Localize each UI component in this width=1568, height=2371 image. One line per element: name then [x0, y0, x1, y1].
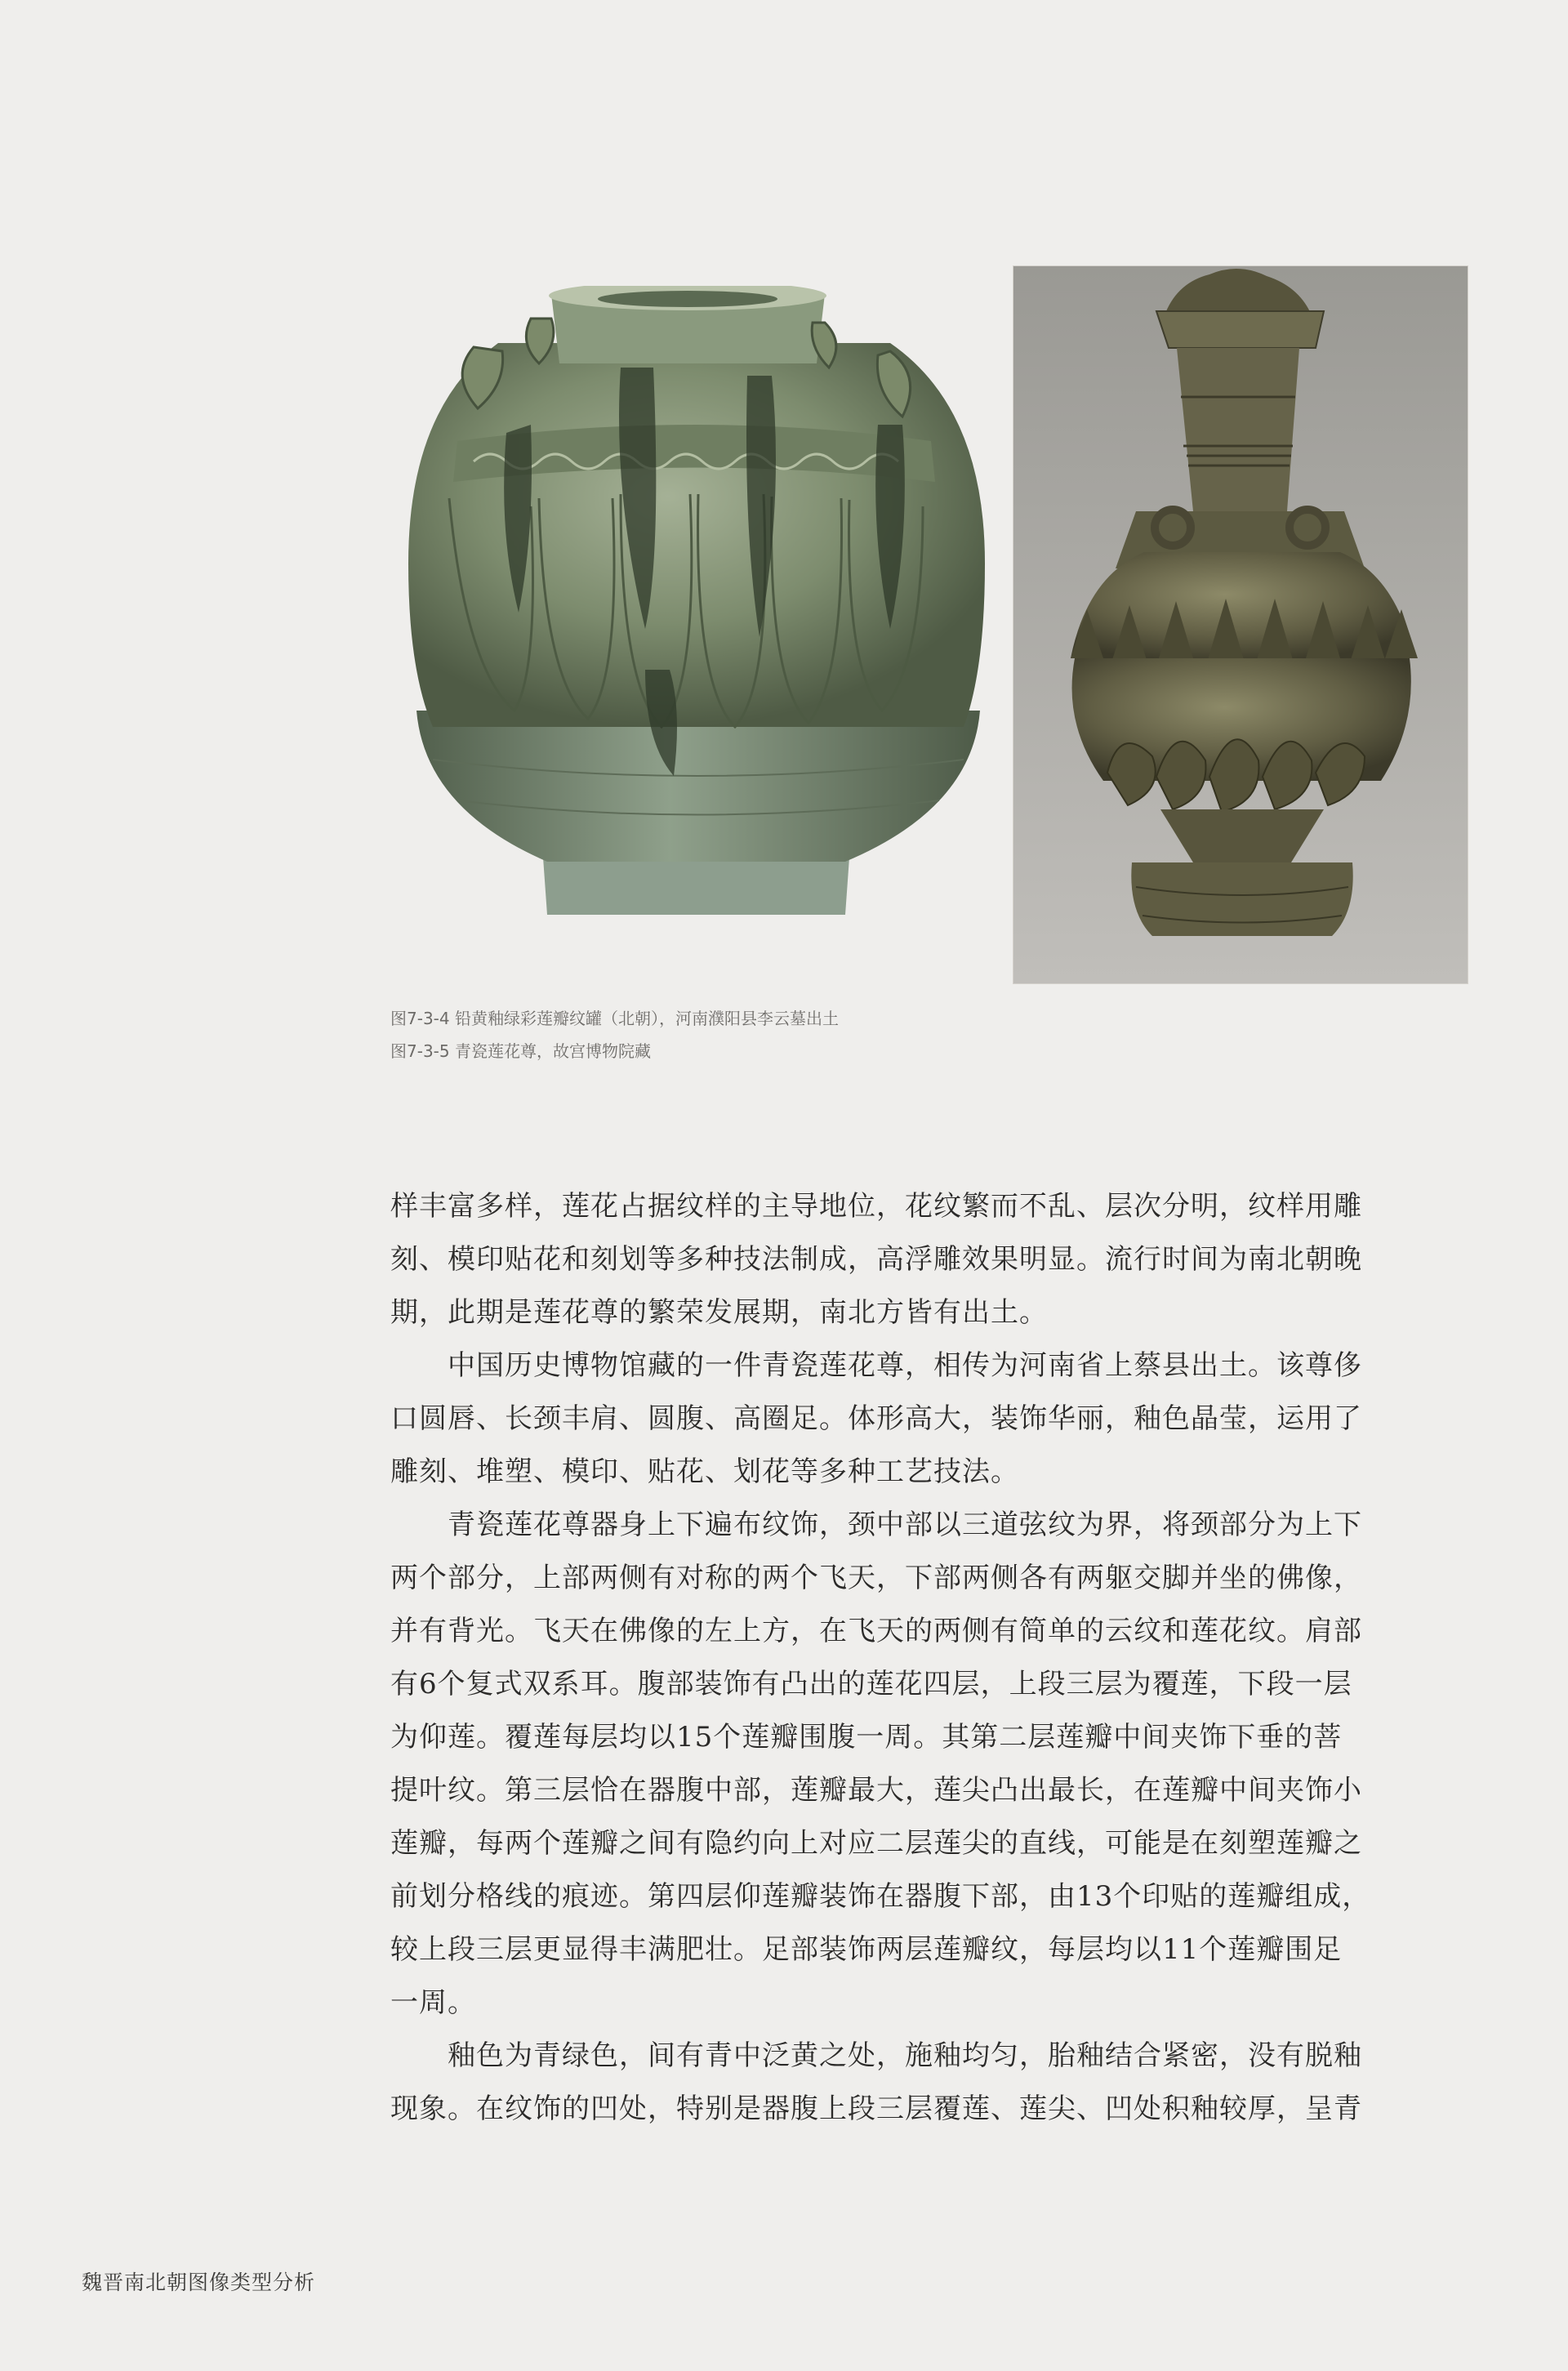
jar-photo: [400, 286, 993, 956]
figure-caption-lotus-zun: 图7-3-5 青瓷莲花尊，故宫博物院藏: [390, 1041, 651, 1061]
paragraph: 样丰富多样，莲花占据纹样的主导地位，花纹繁而不乱、层次分明，纹样用雕 刻、模印贴花和刻划等多种技法制成，高浮雕效果明显。流行时间为南北朝晚 期，此期是莲花尊的繁荣发展期，南北方皆有出土。: [390, 1190, 1362, 1329]
paragraph: 中国历史博物馆藏的一件青瓷莲花尊，相传为河南省上蔡县出土。该尊侈 口圆唇、长颈丰肩、圆腹、高圈足。体形高大，装饰华丽，釉色晶莹，运用了 雕刻、堆塑、模印、贴花、划花等多种工艺技法。: [390, 1349, 1362, 1488]
running-title: 魏晋南北朝图像类型分析: [82, 2271, 316, 2294]
paragraph: 青瓷莲花尊器身上下遍布纹饰，颈中部以三道弦纹为界，将颈部分为上下 两个部分，上部两侧有对称的两个飞天，下部两侧各有两躯交脚并坐的佛像， 并有背光。飞天在佛像的左上方，在飞天的两侧有简单的云纹和莲花纹。肩部 有6个复式双系耳。腹部装饰有凸出的莲花四层，上段三层为覆莲，下段一层 为仰莲。覆莲每层均以15个莲瓣围腹一周。其第二层莲瓣中间夹饰下垂的菩 提叶纹。第三层恰在器腹中部，莲瓣最大，莲尖凸出最长，在莲瓣中间夹饰小 莲瓣，每两个莲瓣之间有隐约向上对应二层莲尖的直线，可能是在刻塑莲瓣之 前划分格线的痕迹。第四层仰莲瓣装饰在器腹下部，由13个印贴的莲瓣组成， 较上段三层更显得丰满肥壮。足部装饰两层莲瓣纹，每层均以11个莲瓣围足 一周。: [390, 1509, 1371, 2019]
paragraph: 釉色为青绿色，间有青中泛黄之处，施釉均匀，胎釉结合紧密，没有脱釉 现象。在纹饰的凹处，特别是器腹上段三层覆莲、莲尖、凹处积釉较厚，呈青: [390, 2039, 1362, 2125]
figure-caption-jar: 图7-3-4 铅黄釉绿彩莲瓣纹罐（北朝），河南濮阳县李云墓出土: [390, 1009, 839, 1028]
lotus-zun-photo: [1013, 266, 1468, 983]
body-text: [390, 1180, 1462, 2136]
